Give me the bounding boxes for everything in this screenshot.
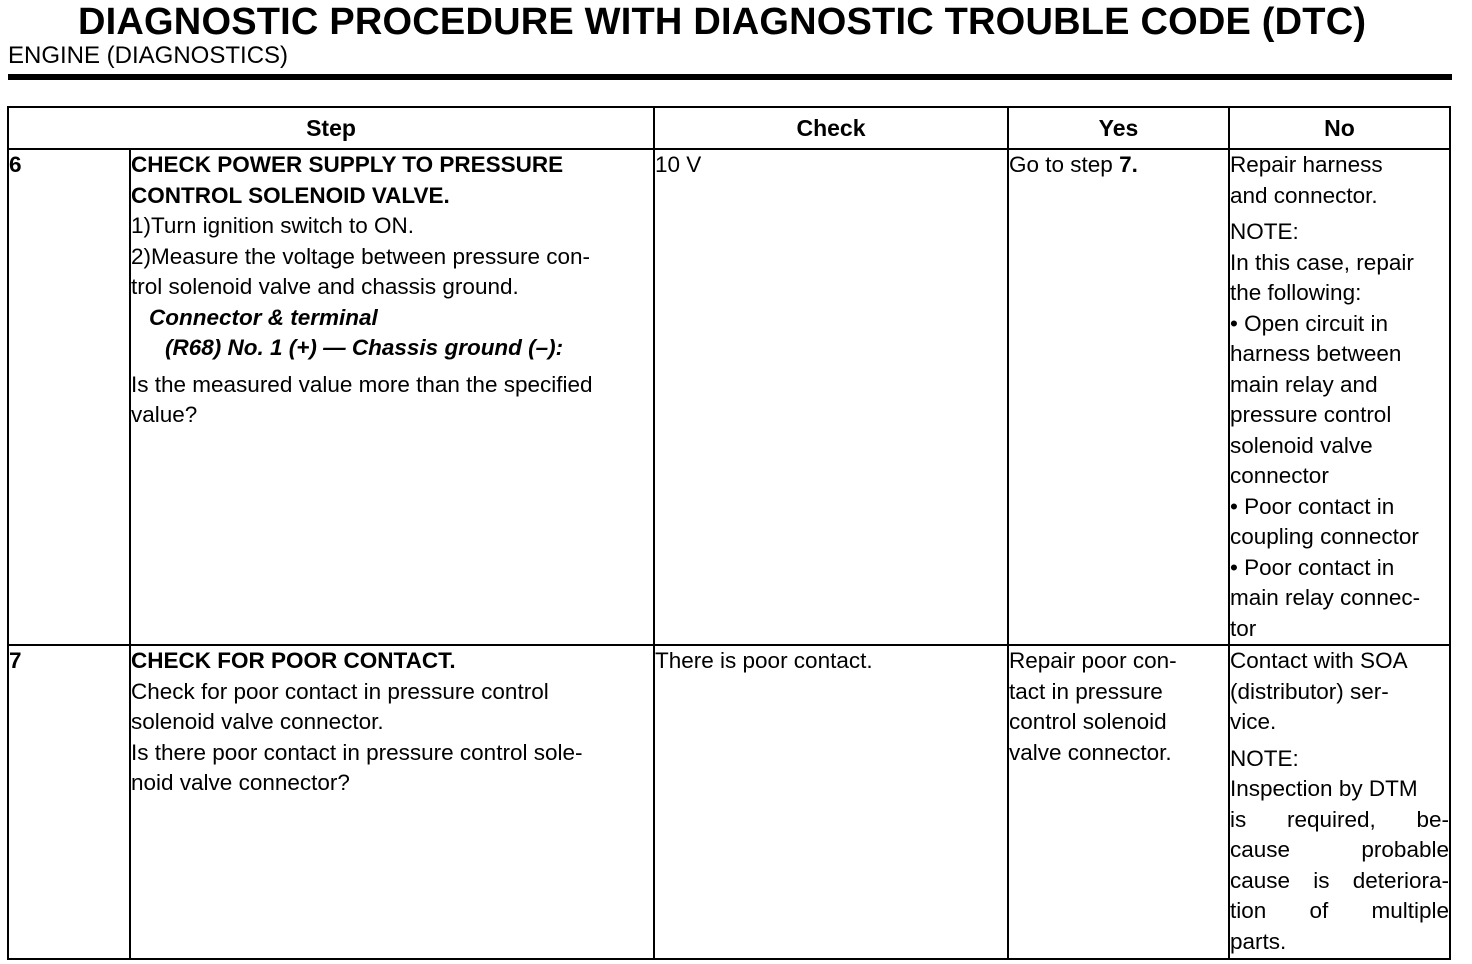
step-instruction: Check for poor contact in pressure control [131, 678, 549, 704]
check-value: There is poor contact. [654, 645, 1008, 959]
step-description [130, 149, 654, 645]
note-text: Inspection by DTM [1230, 776, 1418, 801]
yes-text: Repair poor con- [1009, 648, 1177, 673]
yes-prefix: Go to step [1009, 152, 1120, 177]
note-label: NOTE: [1230, 219, 1299, 244]
bullet-text: main relay connec- [1230, 585, 1421, 610]
step-title: CHECK FOR POOR CONTACT. [131, 648, 456, 673]
no-text: and connector. [1230, 182, 1378, 208]
step-question: noid valve connector? [131, 770, 350, 795]
step-title: CONTROL SOLENOID VALVE. [131, 182, 450, 208]
table-header-row [8, 107, 1450, 149]
bullet-text: coupling connector [1230, 524, 1419, 549]
note-text: parts. [1230, 928, 1287, 954]
column-header-yes: Yes [1008, 107, 1229, 149]
yes-text: valve connector. [1009, 739, 1172, 765]
column-header-no: No [1229, 107, 1450, 149]
step-number: 7 [8, 645, 130, 959]
diagnostic-table [7, 106, 1451, 960]
table-row [8, 149, 1450, 645]
section-subtitle: ENGINE (DIAGNOSTICS) [8, 42, 289, 69]
step-instruction: 1)Turn ignition switch to ON. [131, 213, 415, 238]
step-instruction: solenoid valve connector. [131, 709, 384, 734]
bullet-item: • Poor contact in [1230, 553, 1449, 584]
note-text: the following: [1230, 280, 1362, 305]
table-row [8, 645, 1450, 959]
bullet-item: • Open circuit in [1230, 309, 1449, 340]
bullet-text: main relay and [1230, 371, 1378, 397]
no-text: Contact with SOA [1230, 648, 1408, 673]
bullet-text: tor [1230, 615, 1257, 641]
step-instruction: trol solenoid valve and chassis ground. [131, 274, 519, 299]
bullet-text: solenoid valve [1230, 432, 1373, 458]
bullet-text: connector [1230, 463, 1329, 488]
connector-spec: (R68) No. 1 (+) — Chassis ground (–): [165, 335, 564, 360]
header-divider [8, 74, 1452, 80]
note-text: In this case, repair [1230, 249, 1414, 275]
yes-action [1008, 149, 1229, 645]
check-value: 10 V [654, 149, 1008, 645]
connector-label: Connector & terminal [149, 304, 378, 330]
no-text: vice. [1230, 709, 1277, 734]
no-text: Repair harness [1230, 152, 1383, 177]
column-header-step: Step [8, 107, 654, 149]
step-question: Is the measured value more than the specified [131, 371, 593, 397]
note-text: cause probable [1230, 837, 1449, 862]
step-number: 6 [8, 149, 130, 645]
note-text: is required, be- [1230, 806, 1449, 832]
step-description [130, 645, 654, 959]
yes-text: control solenoid [1009, 709, 1167, 734]
yes-text: tact in pressure [1009, 678, 1163, 704]
no-text: (distributor) ser- [1230, 678, 1389, 704]
step-question: Is there poor contact in pressure control sole- [131, 739, 583, 765]
note-label: NOTE: [1230, 745, 1299, 771]
no-action [1229, 149, 1450, 645]
step-instruction: 2)Measure the voltage between pressure con- [131, 243, 591, 269]
note-text: cause is deteriora- [1230, 867, 1449, 893]
yes-step-ref: 7. [1119, 152, 1138, 177]
page-title: DIAGNOSTIC PROCEDURE WITH DIAGNOSTIC TROUBLE CODE (DTC) [78, 1, 1367, 43]
note-text: tion of multiple [1230, 898, 1449, 923]
yes-action [1008, 645, 1229, 959]
bullet-text: harness between [1230, 341, 1402, 366]
step-question: value? [131, 402, 198, 427]
step-title: CHECK POWER SUPPLY TO PRESSURE [131, 152, 564, 177]
no-action [1229, 645, 1450, 959]
bullet-text: pressure control [1230, 402, 1392, 427]
column-header-check: Check [654, 107, 1008, 149]
bullet-item: • Poor contact in [1230, 492, 1449, 523]
